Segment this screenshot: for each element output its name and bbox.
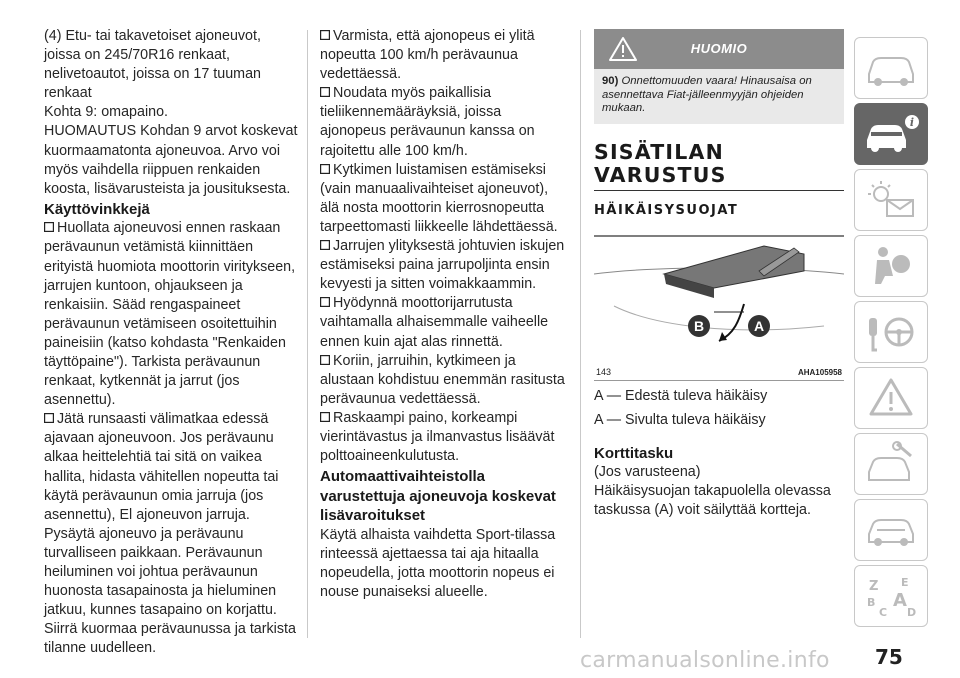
checkbox-bullet-icon xyxy=(320,237,330,247)
bullet-item xyxy=(44,410,300,658)
bullet-text: Huollata ajoneuvosi ennen raskaan perävaunun vetämistä kiinnittäen erityistä huomiota moottorin viritykseen, jarrujen kuntoon, ohjaukseen ja renkaisiin. Sääd rengaspaineet perävaunun vetämiseen osoitettuihin paineisiin (katso kohdasta "Renkaiden täyttöpaine"). Tarkista perävaunun renkaat, kytkennät ja jarrut (jos asennettu). xyxy=(44,220,296,409)
bullet-text: Jätä runsaasti välimatkaa edessä ajavaan ajoneuvoon. Jos perävaunu alkaa heittelehtiä tai sitä on vaikea hallita, hidasta vähitellen nopeutta tai käytä perävaunun omia jarruja (jos asennettu), El ajoneuvon jarruja. Pysäytä ajoneuvo ja perävaunu turvalliseen paikkaan. Perävaunun heiluminen voi johtua perävaunun huonosta tasapainosta ja hieluminen jatkuu, kunnes tasapaino on korjattu. Siirrä kuormaa perävaunussa ja tarkista tilanne uudelleen. xyxy=(44,411,296,657)
svg-text:D: D xyxy=(907,606,917,619)
tab-car-overview[interactable] xyxy=(854,37,928,99)
svg-text:B: B xyxy=(867,596,876,609)
alphabet-index-icon xyxy=(863,572,919,620)
column-divider xyxy=(580,30,581,638)
checkbox-bullet-icon xyxy=(44,219,54,229)
text-column-2 xyxy=(320,0,570,602)
subsection-title: HÄIKÄISYSUOJAT xyxy=(594,202,739,218)
section-title-line-2: VARUSTUS xyxy=(594,162,727,187)
heading-automatic-warnings: Automaattivaihteistolla varustettuja ajoneuvoja koskevat lisävaroitukset xyxy=(320,468,556,525)
warning-number: 90) xyxy=(602,75,619,87)
section-title-line-1: SISÄTILAN xyxy=(594,139,724,164)
bullet-text: Koriin, jarruihin, kytkimeen ja alustaan kohdistuu enemmän rasitusta perävaunua vedettäessä. xyxy=(320,352,565,407)
bullet-text: Hyödynnä moottorijarrutusta vaihtamalla alhaisemmalle vaiheelle ennen kuin ajat alas rinnettä. xyxy=(320,295,549,350)
paragraph-sport-mode: Käytä alhaista vaihdetta Sport-tilassa rinteessä ajettaessa tai aja hitaalla nopeudella, jotta moottorin nopeus ei nouse punaiseksi alueelle. xyxy=(320,526,556,600)
svg-text:Z: Z xyxy=(869,579,879,594)
caption-front-glare: A — Edestä tuleva häikäisy xyxy=(594,387,768,404)
tab-starting-driving[interactable] xyxy=(854,301,928,363)
sun-visor-figure xyxy=(594,226,844,381)
bullet-item xyxy=(320,161,570,237)
warning-triangle-icon xyxy=(863,374,919,422)
paragraph-tyre-note: (4) Etu- tai takavetoiset ajoneuvot, joissa on 245/70R16 renkaat, nelivetoautot, joissa on 17 tuuman renkaat xyxy=(44,28,261,102)
car-icon xyxy=(863,44,919,92)
tab-dashboard-lights[interactable] xyxy=(854,169,928,231)
column-divider xyxy=(307,30,308,638)
checkbox-bullet-icon xyxy=(320,84,330,94)
tab-index[interactable] xyxy=(854,565,928,627)
figure-label-a: A xyxy=(753,317,765,334)
tab-emergency[interactable] xyxy=(854,367,928,429)
svg-text:C: C xyxy=(879,606,888,619)
section-title xyxy=(594,141,844,187)
chapter-tabs xyxy=(854,37,928,631)
paragraph-item-9: Kohta 9: omapaino. xyxy=(44,104,168,121)
svg-text:i: i xyxy=(909,116,915,129)
car-info-icon xyxy=(863,110,919,158)
paragraph-card-pocket: Häikäisysuojan takapuolella olevassa taskussa (A) voit säilyttää kortteja. xyxy=(594,483,831,519)
heading-tips: Käyttövinkkejä xyxy=(44,200,150,218)
text-column-3 xyxy=(594,0,844,520)
checkbox-bullet-icon xyxy=(320,27,330,37)
paragraph-notice: HUOMAUTUS Kohdan 9 arvot koskevat kuormaamatonta ajoneuvoa. Arvo voi myös vaihdella riippuen renkaiden koosta, lisävarusteista ja jousituksesta. xyxy=(44,123,298,197)
svg-text:E: E xyxy=(901,576,909,589)
dashboard-lights-icon xyxy=(863,176,919,224)
checkbox-bullet-icon xyxy=(320,161,330,171)
figure-code: AHA105958 xyxy=(797,367,842,377)
bullet-item xyxy=(320,84,570,160)
caption-side-glare: A — Sivulta tuleva häikäisy xyxy=(594,411,766,428)
bullet-text: Raskaampi paino, korkeampi vierintävastus ja ilmanvastus lisäävät polttoaineenkulutusta. xyxy=(320,409,555,465)
warning-title: HUOMIO xyxy=(690,41,748,56)
bullet-item xyxy=(320,27,570,84)
car-spec-icon xyxy=(863,506,919,554)
checkbox-bullet-icon xyxy=(320,352,330,362)
tab-safety[interactable] xyxy=(854,235,928,297)
tab-servicing[interactable] xyxy=(854,433,928,495)
warning-text: Onnettomuuden vaara! Hinausaisa on asennettava Fiat-jälleenmyyjän ohjeiden mukaan. xyxy=(602,75,812,114)
tab-technical-data[interactable] xyxy=(854,499,928,561)
bullet-item xyxy=(320,294,570,351)
figure-number: 143 xyxy=(596,366,612,377)
bullet-item xyxy=(320,352,570,409)
page-number: 75 xyxy=(875,645,903,669)
watermark: carmanualsonline.info xyxy=(580,648,830,673)
warning-box xyxy=(594,29,844,124)
bullet-item xyxy=(44,219,300,410)
airbag-seat-icon xyxy=(863,242,919,290)
tab-knowing-vehicle[interactable] xyxy=(854,103,928,165)
bullet-text: Jarrujen ylityksestä johtuvien iskujen estämiseksi paina jarrupoljinta ensin kevyesti ja sitten voimakkaammin. xyxy=(320,238,565,293)
key-steering-icon xyxy=(863,308,919,356)
heading-card-pocket: Korttitasku xyxy=(594,444,674,462)
warning-body xyxy=(594,69,844,124)
checkbox-bullet-icon xyxy=(44,410,54,420)
figure-label-b: B xyxy=(693,317,705,334)
paragraph-optional: (Jos varusteena) xyxy=(594,464,701,481)
section-rule xyxy=(594,190,844,191)
bullet-item xyxy=(320,237,570,294)
sun-visor-illustration xyxy=(594,226,844,364)
bullet-item xyxy=(320,409,570,466)
wrench-car-icon xyxy=(863,440,919,488)
text-column-1 xyxy=(44,0,300,659)
bullet-text: Varmista, että ajonopeus ei ylitä nopeutta 100 km/h perävaunua vedettäessä. xyxy=(320,28,535,83)
bullet-text: Noudata myös paikallisia tieliikennemääräyksiä, joissa ajonopeus perävaunun kanssa on rajoitettu alle 100 km/h. xyxy=(320,85,535,159)
warning-header xyxy=(594,29,844,69)
checkbox-bullet-icon xyxy=(320,294,330,304)
bullet-text: Kytkimen luistamisen estämiseksi (vain manuaalivaihteiset ajoneuvot), älä nosta moottorin kierrosnopeutta tarpeettomasti liikkeelle lähdettäessä. xyxy=(320,161,558,235)
checkbox-bullet-icon xyxy=(320,409,330,419)
svg-text:A: A xyxy=(893,590,907,611)
